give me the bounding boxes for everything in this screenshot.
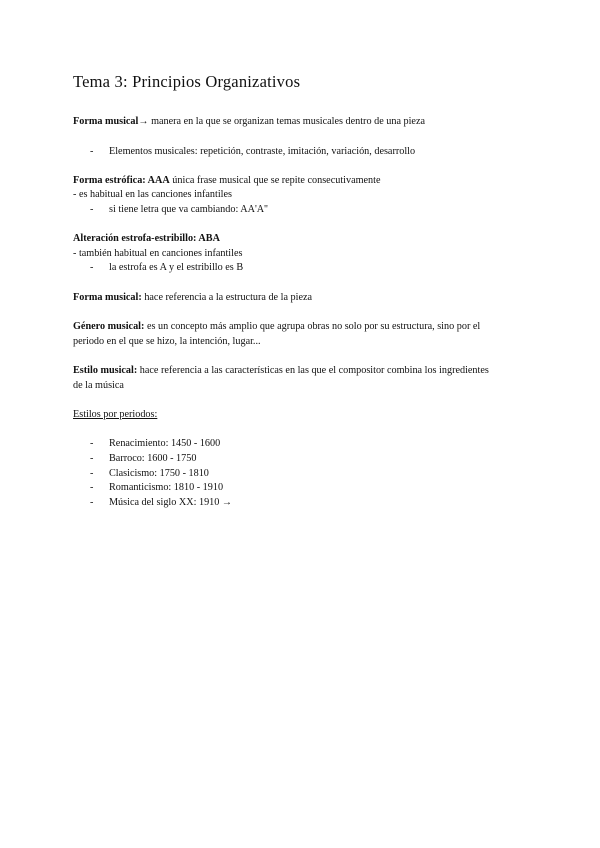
- page-title: Tema 3: Principios Organizativos: [73, 72, 301, 91]
- bullet-dash: -: [90, 262, 94, 273]
- alteracion-note: - también habitual en canciones infantiles: [73, 248, 243, 259]
- alteracion-bullet-text: la estrofa es A y el estribillo es B: [109, 262, 244, 273]
- forma-musical-structure-definition: [73, 292, 312, 304]
- bullet-dash: -: [90, 204, 94, 215]
- forma-musical-structure-text: hace referencia a la estructura de la pieza: [141, 292, 313, 303]
- genero-musical-text: es un concepto más amplio que agrupa obras no solo por su estructura, sino por el: [144, 321, 481, 332]
- periodo-item: Clasicismo: 1750 - 1810: [109, 468, 209, 479]
- genero-musical-continuation: periodo en el que se hizo, la intención, lugar...: [73, 336, 261, 347]
- periodo-item: Música del siglo XX: 1910 →: [109, 497, 233, 508]
- forma-estrofica-note: - es habitual en las canciones infantiles: [73, 189, 232, 200]
- estilo-musical-definition: [73, 365, 489, 377]
- forma-estrofica-text: única frase musical que se repite consecutivamente: [169, 175, 381, 186]
- genero-musical-definition: [73, 321, 480, 333]
- estilo-musical-continuation: de la música: [73, 380, 124, 391]
- bullet-dash: -: [90, 438, 94, 449]
- arrow-glyph: →: [138, 116, 149, 127]
- bullet-dash: -: [90, 468, 94, 479]
- forma-estrofica-bullet-text: si tiene letra que va cambiando: AA'A'': [109, 204, 268, 215]
- forma-estrofica-term: Forma estrófica: AAA: [73, 175, 170, 186]
- periodo-item: Romanticismo: 1810 - 1910: [109, 482, 224, 493]
- bullet-dash: -: [90, 146, 94, 157]
- periodo-item: Renacimiento: 1450 - 1600: [109, 438, 221, 449]
- forma-musical-definition: [73, 116, 425, 128]
- bullet-dash: -: [90, 497, 94, 508]
- bullet-dash: -: [90, 482, 94, 493]
- estilo-musical-text: hace referencia a las características en las que el compositor combina los ingredientes: [137, 365, 489, 376]
- bullet-dash: -: [90, 453, 94, 464]
- forma-estrofica-definition: [73, 175, 380, 187]
- estilo-musical-term: Estilo musical:: [73, 365, 138, 376]
- forma-musical-text: manera en la que se organizan temas musicales dentro de una pieza: [148, 116, 426, 127]
- genero-musical-term: Género musical:: [73, 321, 145, 332]
- forma-musical-term: Forma musical:: [73, 292, 142, 303]
- estilos-heading: Estilos por periodos:: [73, 409, 158, 420]
- periodo-item: Barroco: 1600 - 1750: [109, 453, 197, 464]
- elementos-bullet-text: Elementos musicales: repetición, contraste, imitación, variación, desarrollo: [109, 146, 416, 157]
- alteracion-definition: [73, 233, 220, 245]
- forma-musical-term: Forma musical: [73, 116, 139, 127]
- alteracion-term: Alteración estrofa-estribillo: ABA: [73, 233, 220, 244]
